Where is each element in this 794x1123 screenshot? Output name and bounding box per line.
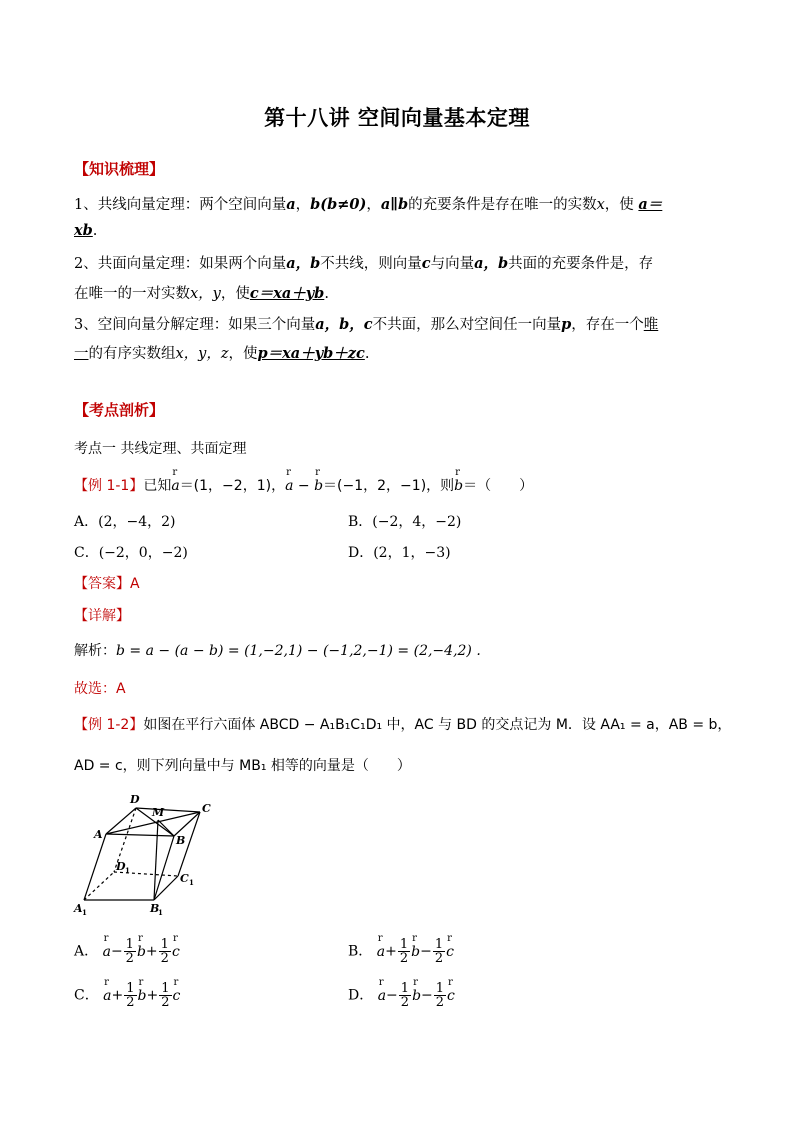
svg-text:1: 1 xyxy=(125,866,130,875)
label-d: D xyxy=(130,793,140,806)
label-a: A xyxy=(94,828,103,841)
topic-heading: 考点一 共线定理、共面定理 xyxy=(74,441,247,457)
label-m: M xyxy=(152,806,165,819)
label-b1: B xyxy=(150,902,160,915)
example-1-1-stem: 【例 1-1】已知r a＝(1，−2，1)，r a − r b＝(−1，2，−1)，则r b＝（ ） xyxy=(74,475,533,495)
example-tag: 【例 1-1】 xyxy=(74,478,144,494)
section-knowledge: 【知识梳理】 xyxy=(74,160,165,178)
option-a: A．(2，−4，2) xyxy=(74,514,176,530)
page-title: 第十八讲 空间向量基本定理 xyxy=(264,106,530,130)
theorem-decomposition-cont: 一的有序实数组x，y，z，使p＝xa＋yb＋zc. xyxy=(74,345,370,362)
theorem-collinear: 1、共线向量定理：两个空间向量a，b(b≠0)，a∥b的充要条件是存在唯一的实数x，使 a＝ xyxy=(74,196,663,213)
solution-line: 解析：b = a − (a − b) = (1,−2,1) − (−1,2,−1) = (2,−4,2) . xyxy=(74,643,481,659)
parallelepiped-figure xyxy=(70,790,230,920)
theorem-decomposition: 3、空间向量分解定理：如果三个向量a，b，c不共面，那么对空间任一向量p，存在一个唯 xyxy=(74,316,659,333)
choose-line: 故选：A xyxy=(74,681,126,697)
option-a: A． r a− $\frac{1}{2}$ r b+ $\frac{1}{2}$ r c xyxy=(74,938,180,965)
section-analysis: 【考点剖析】 xyxy=(74,401,165,419)
option-c: C． r a+ $\frac{1}{2}$ r b+ $\frac{1}{2}$ r c xyxy=(74,982,180,1009)
label-c: C xyxy=(202,802,211,815)
label-b: B xyxy=(176,834,186,847)
theorem-coplanar-cont: 在唯一的一对实数x，y，使c＝xa＋yb. xyxy=(74,285,329,302)
label-c1: C xyxy=(180,872,189,885)
answer-line: 【答案】A xyxy=(74,576,140,592)
theorem-collinear-cont: xb. xyxy=(74,222,98,239)
svg-text:1: 1 xyxy=(158,908,163,917)
example-1-2-stem-cont: AD = c，则下列向量中与 MB₁ 相等的向量是（ ） xyxy=(74,758,411,774)
detail-tag: 【详解】 xyxy=(74,608,130,624)
label-d1: D xyxy=(116,860,126,873)
option-b: B． r a+ $\frac{1}{2}$ r b− $\frac{1}{2}$ r c xyxy=(348,938,454,965)
label-a1: A xyxy=(74,902,83,915)
option-d: D． r a− $\frac{1}{2}$ r b− $\frac{1}{2}$ r c xyxy=(348,982,455,1009)
svg-text:1: 1 xyxy=(82,908,87,917)
option-c: C．(−2，0，−2) xyxy=(74,545,188,561)
option-b: B．(−2，4，−2) xyxy=(348,514,462,530)
example-1-2-stem: 【例 1-2】如图在平行六面体 ABCD − A₁B₁C₁D₁ 中，AC 与 BD 的交点记为 M．设 AA₁ = a，AB = b， xyxy=(74,717,732,733)
svg-text:1: 1 xyxy=(189,878,194,887)
option-d: D．(2，1，−3) xyxy=(348,545,451,561)
example-tag: 【例 1-2】 xyxy=(74,717,144,733)
theorem-coplanar: 2、共面向量定理：如果两个向量a，b不共线，则向量c与向量a，b共面的充要条件是，存 xyxy=(74,255,654,272)
